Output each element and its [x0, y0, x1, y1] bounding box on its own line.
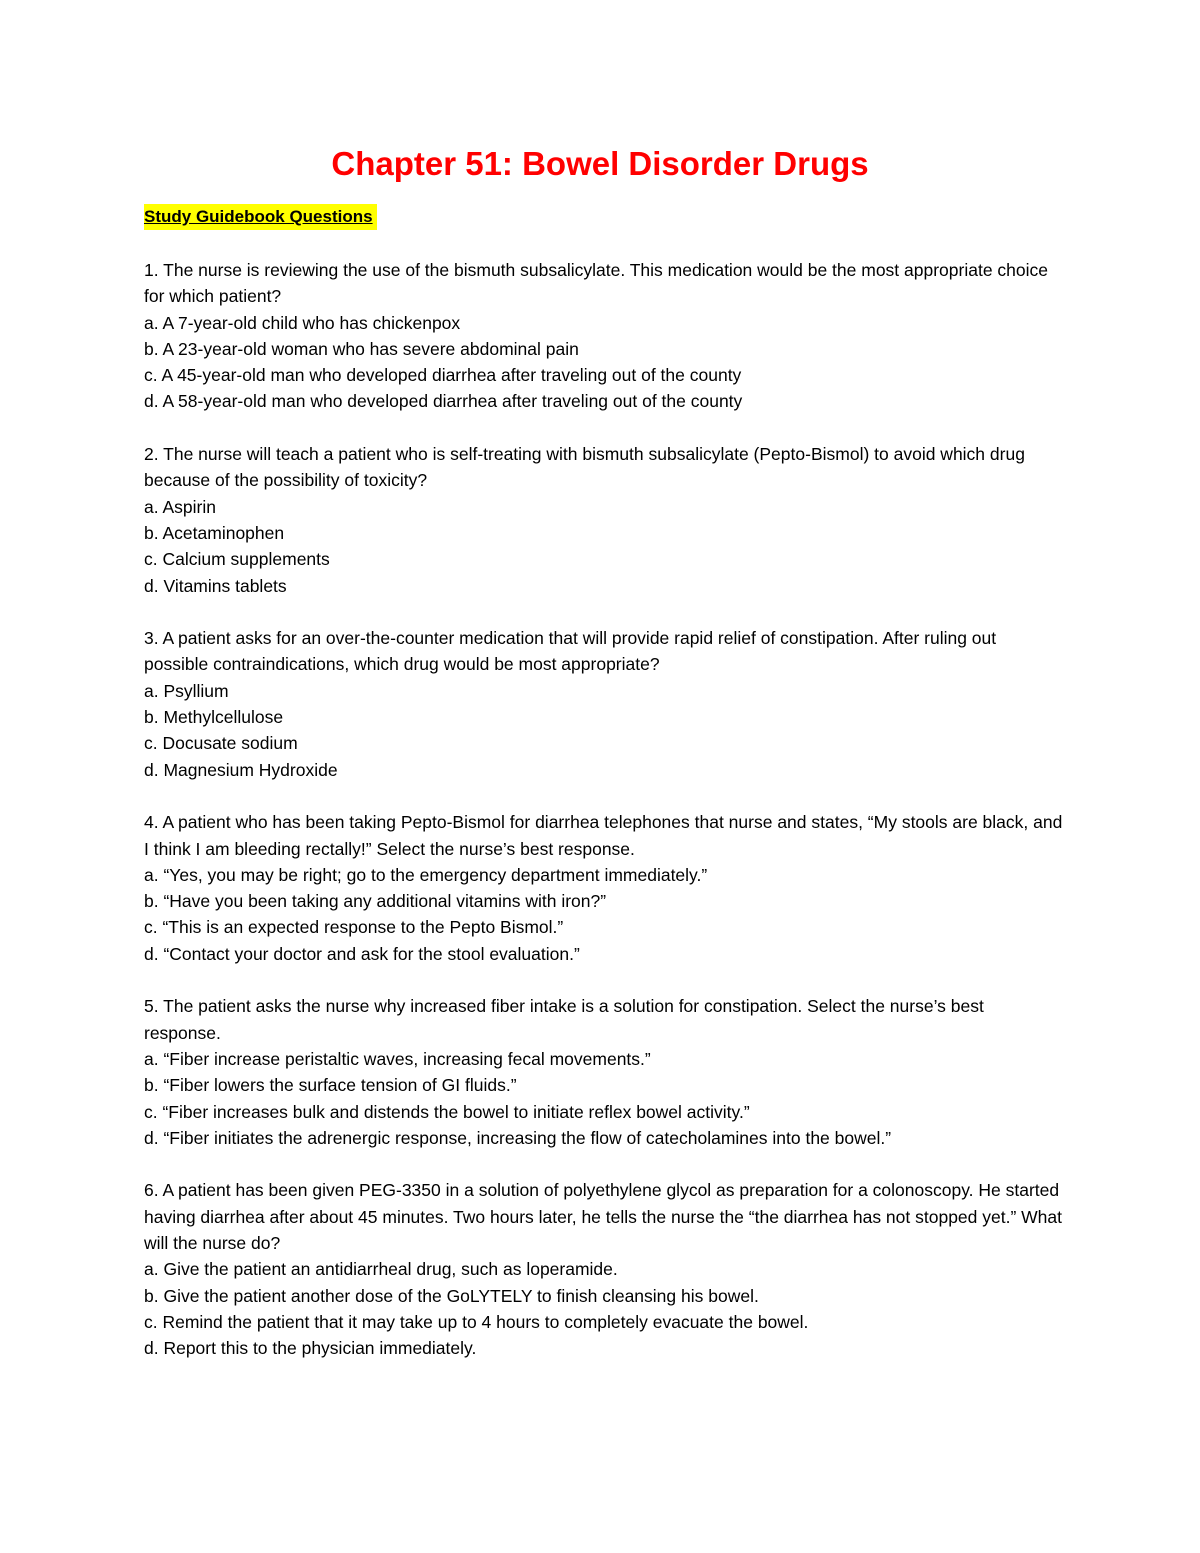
question-text: 4. A patient who has been taking Pepto-Bismol for diarrhea telephones that nurse and states, “My stools are black, and I think I am bleeding rectally!” Select the nurse’s best response. [144, 812, 1063, 859]
answer-option: c. “This is an expected response to the Pepto Bismol.” [144, 917, 564, 938]
page-title: Chapter 51: Bowel Disorder Drugs [331, 145, 869, 182]
question-list [144, 257, 1064, 1388]
answer-option: b. Give the patient another dose of the GoLYTELY to finish cleansing his bowel. [144, 1285, 759, 1306]
answer-option: c. Calcium supplements [144, 549, 330, 570]
answer-option: a. Give the patient an antidiarrheal drug, such as loperamide. [144, 1259, 618, 1280]
answer-option: d. Magnesium Hydroxide [144, 759, 338, 780]
section-heading: Study Guidebook Questions [144, 204, 377, 230]
question-3 [144, 625, 1064, 783]
answer-option: c. “Fiber increases bulk and distends the bowel to initiate reflex bowel activity.” [144, 1101, 750, 1122]
answer-option: a. Psyllium [144, 680, 229, 701]
question-6 [144, 1177, 1064, 1361]
answer-option: a. A 7-year-old child who has chickenpox [144, 312, 461, 333]
answer-option: d. A 58-year-old man who developed diarrhea after traveling out of the county [144, 391, 743, 412]
answer-option: b. Acetaminophen [144, 522, 285, 543]
answer-option: b. “Have you been taking any additional vitamins with iron?” [144, 891, 607, 912]
question-2 [144, 441, 1064, 599]
answer-option: b. A 23-year-old woman who has severe abdominal pain [144, 338, 579, 359]
answer-option: d. Report this to the physician immediately. [144, 1338, 477, 1359]
question-text: 2. The nurse will teach a patient who is self-treating with bismuth subsalicylate (Pepto-Bismol) to avoid which drug because of the possibility of toxicity? [144, 444, 1025, 491]
question-text: 1. The nurse is reviewing the use of the bismuth subsalicylate. This medication would be the most appropriate choice for which patient? [144, 260, 1049, 307]
answer-option: b. Methylcellulose [144, 707, 284, 728]
answer-option: c. Docusate sodium [144, 733, 298, 754]
question-text: 3. A patient asks for an over-the-counter medication that will provide rapid relief of constipation. After ruling out possible contraindications, which drug would be most appropriate? [144, 628, 997, 675]
answer-option: c. A 45-year-old man who developed diarrhea after traveling out of the county [144, 365, 742, 386]
question-4 [144, 809, 1064, 967]
answer-option: d. Vitamins tablets [144, 575, 287, 596]
answer-option: c. Remind the patient that it may take up to 4 hours to completely evacuate the bowel. [144, 1311, 809, 1332]
question-1 [144, 257, 1064, 415]
answer-option: d. “Contact your doctor and ask for the stool evaluation.” [144, 943, 580, 964]
answer-option: b. “Fiber lowers the surface tension of GI fluids.” [144, 1075, 517, 1096]
question-text: 5. The patient asks the nurse why increased fiber intake is a solution for constipation. Select the nurse’s best response. [144, 996, 984, 1043]
answer-option: a. Aspirin [144, 496, 216, 517]
answer-option: a. “Fiber increase peristaltic waves, increasing fecal movements.” [144, 1048, 651, 1069]
answer-option: d. “Fiber initiates the adrenergic response, increasing the flow of catecholamines into the bowel.” [144, 1127, 892, 1148]
question-5 [144, 993, 1064, 1151]
question-text: 6. A patient has been given PEG-3350 in a solution of polyethylene glycol as preparation for a colonoscopy. He started having diarrhea after about 45 minutes. Two hours later, he tells the nurse the “the diarrhea has not stopped yet.” What will the nurse do? [144, 1180, 1062, 1253]
answer-option: a. “Yes, you may be right; go to the emergency department immediately.” [144, 864, 708, 885]
